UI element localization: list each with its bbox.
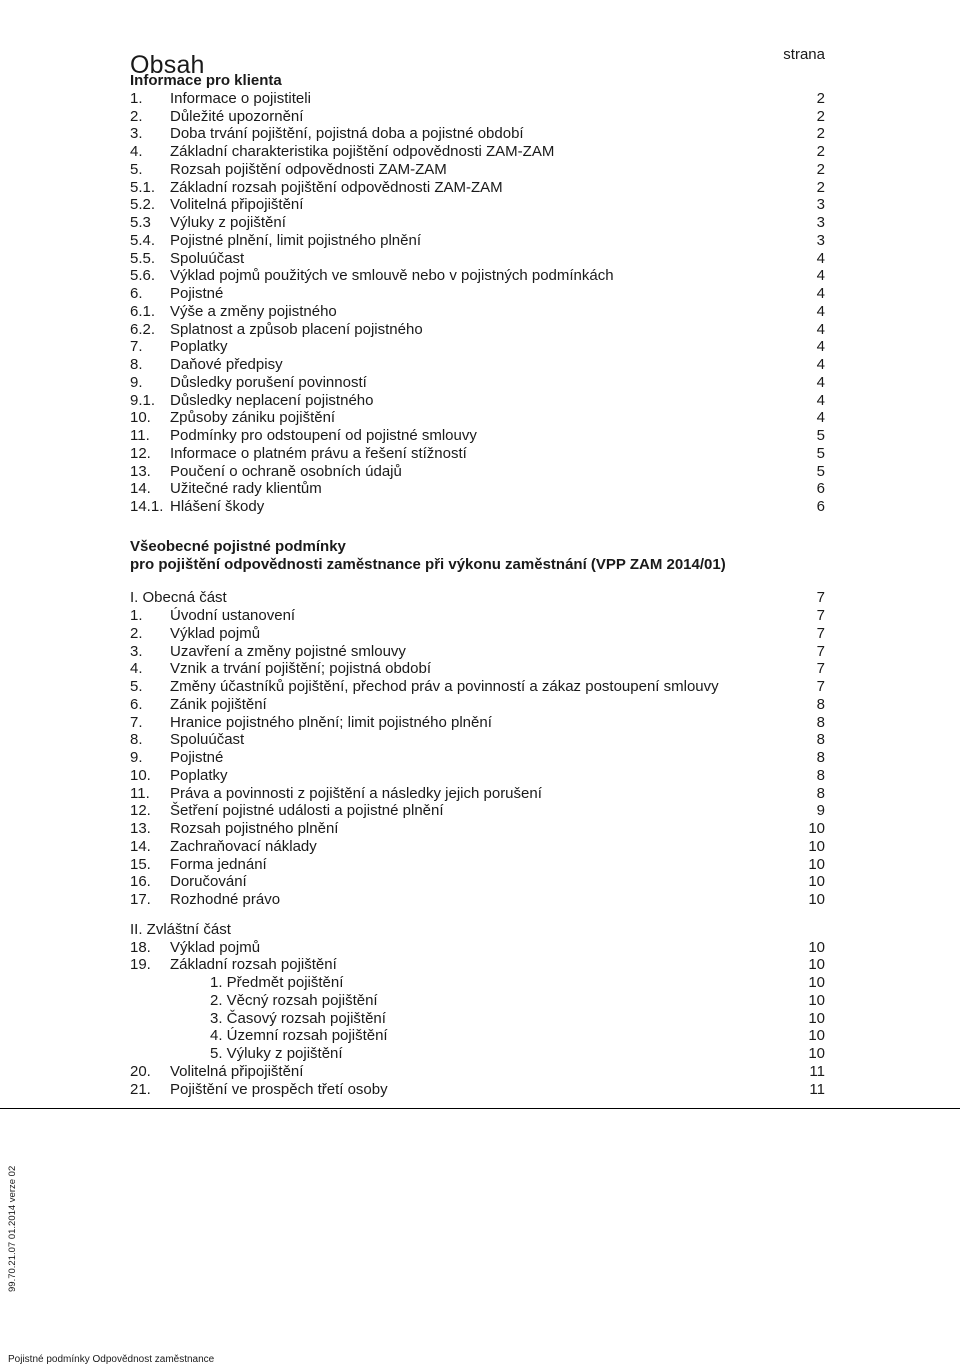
toc-entry-page: 10: [808, 991, 825, 1009]
toc-entry-title: Rozhodné právo: [170, 891, 281, 908]
toc-entry-number: 12.: [130, 802, 151, 820]
toc-entry-number: 5.2.: [130, 196, 156, 214]
toc-entry-page: 4: [816, 320, 825, 338]
toc-entry-title: Pojistné: [170, 749, 224, 766]
document-code: 99.70.21.07 01.2014 verze 02: [7, 1165, 18, 1292]
toc-entry-page: 2: [816, 160, 825, 178]
footer-text: Pojistné podmínky Odpovědnost zaměstnance: [8, 1354, 215, 1365]
toc-entry-page: 3: [816, 196, 825, 214]
toc-entry-title: Důsledky porušení povinností: [170, 373, 367, 391]
toc-entry[interactable]: [130, 214, 825, 232]
toc-entry[interactable]: [130, 498, 825, 516]
toc-entry[interactable]: [130, 731, 825, 749]
toc-entry-number: 19.: [130, 956, 151, 974]
toc-entry-number: 6.: [130, 285, 143, 302]
toc-entry-page: 5: [816, 462, 825, 480]
toc-entry[interactable]: [130, 232, 825, 250]
page-title: Obsah: [130, 50, 205, 79]
toc-entry-number: 17.: [130, 891, 151, 908]
toc-entry-number: 2.: [130, 624, 143, 642]
toc-entry[interactable]: [130, 939, 825, 957]
toc-entry[interactable]: [130, 125, 825, 143]
toc-entry-page: 4: [816, 356, 825, 373]
toc-entry[interactable]: [130, 974, 825, 992]
toc-entry-number: 11.: [130, 784, 150, 802]
toc-entry-page: 7: [816, 642, 825, 660]
toc-entry[interactable]: [130, 714, 825, 732]
toc-entry[interactable]: [130, 321, 825, 339]
toc-entry-title: Spoluúčast: [170, 249, 245, 267]
toc-entry-page: 4: [816, 338, 825, 356]
toc-entry[interactable]: [130, 480, 825, 498]
toc-entry[interactable]: [130, 392, 825, 410]
toc-entry-title: Důsledky neplacení pojistného: [170, 391, 374, 409]
toc-entry[interactable]: [130, 1081, 825, 1099]
toc-entry[interactable]: [130, 179, 825, 197]
toc-entry-page: 10: [808, 1027, 825, 1045]
toc-entry-page: 4: [816, 391, 825, 409]
toc-entry-number: [130, 992, 210, 1010]
toc-entry-title: Užitečné rady klientům: [170, 480, 322, 498]
toc-entry[interactable]: [130, 767, 825, 785]
toc-entry-number: 5.3: [130, 214, 151, 231]
toc-entry[interactable]: [130, 1010, 825, 1028]
toc-entry-number: 15.: [130, 855, 151, 873]
toc-entry-number: 5.6.: [130, 267, 156, 285]
toc-entry-title: Způsoby zániku pojištění: [170, 409, 336, 427]
toc-entry-number: 14.: [130, 837, 151, 855]
toc-entry-page: 2: [816, 143, 825, 160]
toc-entry-number: 5.: [130, 678, 143, 695]
toc-entry-page: 4: [816, 249, 825, 267]
toc-entry-page: 4: [816, 285, 825, 302]
part1-list: [130, 607, 825, 909]
toc-entry[interactable]: [130, 785, 825, 803]
toc-entry-page: 10: [808, 938, 825, 956]
toc-entry-page: 4: [816, 302, 825, 320]
toc-entry-number: 7.: [130, 338, 143, 356]
toc-entry-title: Výluky z pojištění: [170, 214, 286, 231]
toc-entry[interactable]: [130, 374, 825, 392]
toc-entry-title: Poplatky: [170, 766, 228, 784]
toc-entry-title: Rozsah pojištění odpovědnosti ZAM-ZAM: [170, 160, 447, 178]
toc-entry[interactable]: [130, 820, 825, 838]
toc-entry[interactable]: [130, 1027, 825, 1045]
toc-entry-title: Pojištění ve prospěch třetí osoby: [170, 1080, 388, 1098]
toc-entry-number: 18.: [130, 938, 151, 956]
conditions-heading: Všeobecné pojistné podmínky: [130, 537, 346, 555]
toc-entry[interactable]: [130, 250, 825, 268]
toc-entry-title: Základní rozsah pojištění odpovědnosti ZAM-ZAM: [170, 178, 503, 196]
toc-entry-number: 4.: [130, 660, 143, 678]
toc-entry-number: [130, 1045, 210, 1063]
toc-entry-number: 8.: [130, 356, 143, 373]
toc-entry-number: 6.2.: [130, 320, 156, 338]
toc-entry-page: 7: [816, 624, 825, 642]
toc-entry[interactable]: [130, 303, 825, 321]
toc-entry-page: 11: [809, 1080, 825, 1098]
toc-entry-number: 10.: [130, 409, 151, 427]
toc-entry-page: 10: [808, 974, 825, 991]
toc-entry-title: Volitelná připojištění: [170, 1062, 304, 1080]
toc-entry-number: 6.: [130, 695, 143, 713]
toc-entry-page: 5: [816, 444, 825, 462]
toc-entry[interactable]: [130, 267, 825, 285]
toc-entry-page: 10: [808, 1009, 825, 1027]
page-column-label: strana: [783, 46, 825, 63]
toc-entry[interactable]: [130, 660, 825, 678]
toc-entry-title: 2. Věcný rozsah pojištění: [210, 991, 378, 1009]
toc-entry-number: 2.: [130, 107, 143, 125]
toc-entry-number: 5.5.: [130, 249, 156, 267]
toc-entry-page: 9: [816, 802, 825, 820]
toc-entry-page: 5: [816, 427, 825, 444]
toc-entry-number: 5.: [130, 160, 143, 178]
toc-entry-number: 13.: [130, 462, 151, 480]
toc-entry[interactable]: [130, 607, 825, 625]
toc-entry-title: Výklad pojmů: [170, 938, 261, 956]
toc-entry-title: Forma jednání: [170, 855, 267, 873]
toc-entry-title: Poplatky: [170, 338, 228, 356]
toc-entry-number: 3.: [130, 125, 143, 143]
toc-entry-number: 5.1.: [130, 178, 156, 196]
toc-entry[interactable]: [130, 143, 825, 161]
toc-entry-title: Volitelná připojištění: [170, 196, 304, 214]
toc-entry-title: 4. Územní rozsah pojištění: [210, 1027, 388, 1045]
toc-entry-page: 2: [816, 89, 825, 107]
toc-entry[interactable]: [130, 463, 825, 481]
toc-entry-title: Základní charakteristika pojištění odpovědnosti ZAM-ZAM: [170, 143, 555, 160]
toc-entry-page: 10: [808, 837, 825, 855]
toc-entry[interactable]: [130, 338, 825, 356]
toc-entry-title: 5. Výluky z pojištění: [210, 1045, 343, 1062]
part1-heading[interactable]: [130, 589, 825, 607]
toc-entry[interactable]: [130, 992, 825, 1010]
toc-entry-number: 5.4.: [130, 231, 156, 249]
toc-entry-page: 7: [816, 607, 825, 624]
toc-entry[interactable]: [130, 873, 825, 891]
toc-entry-title: Spoluúčast: [170, 731, 245, 749]
toc-entry-title: Podmínky pro odstoupení od pojistné smlouvy: [170, 427, 477, 444]
toc-entry-page: 10: [808, 1045, 825, 1062]
toc-entry[interactable]: [130, 427, 825, 445]
toc-entry[interactable]: [130, 108, 825, 126]
toc-entry[interactable]: [130, 625, 825, 643]
toc-entry-title: Úvodní ustanovení: [170, 607, 296, 624]
part1-page: 7: [816, 589, 825, 607]
toc-entry-page: 7: [816, 678, 825, 695]
toc-entry-number: 21.: [130, 1080, 151, 1098]
toc-entry-number: 9.: [130, 749, 143, 766]
toc-entry-page: 8: [816, 766, 825, 784]
toc-entry-page: 4: [816, 409, 825, 427]
toc-entry-page: 8: [816, 731, 825, 749]
toc-entry-page: 8: [816, 695, 825, 713]
toc-entry-title: Doba trvání pojištění, pojistná doba a pojistné období: [170, 125, 524, 143]
toc-entry-title: 1. Předmět pojištění: [210, 974, 344, 991]
client-info-heading: Informace pro klienta: [130, 72, 282, 89]
toc-entry-title: Informace o pojistiteli: [170, 89, 311, 107]
toc-entry-page: 2: [816, 125, 825, 143]
toc-entry-number: [130, 1027, 210, 1045]
toc-entry-number: 11.: [130, 427, 150, 444]
toc-entry-number: 9.: [130, 373, 143, 391]
toc-entry[interactable]: [130, 90, 825, 108]
toc-entry-number: 16.: [130, 873, 151, 891]
toc-entry[interactable]: [130, 1045, 825, 1063]
toc-entry-title: Výklad pojmů: [170, 624, 261, 642]
toc-entry[interactable]: [130, 196, 825, 214]
toc-entry-title: Výklad pojmů použitých ve smlouvě nebo v pojistných podmínkách: [170, 267, 614, 285]
toc-entry-title: Doručování: [170, 873, 247, 891]
toc-entry-page: 6: [816, 480, 825, 498]
toc-entry[interactable]: [130, 696, 825, 714]
table-of-contents: [130, 72, 825, 1098]
toc-entry[interactable]: [130, 1063, 825, 1081]
toc-entry-number: 12.: [130, 444, 151, 462]
toc-entry[interactable]: [130, 856, 825, 874]
part1-label: I. Obecná část: [130, 589, 227, 607]
toc-entry-title: Splatnost a způsob placení pojistného: [170, 320, 423, 338]
toc-entry-number: 1.: [130, 607, 143, 624]
toc-entry-number: 3.: [130, 642, 143, 660]
toc-entry-title: Poučení o ochraně osobních údajů: [170, 462, 402, 480]
toc-entry-page: 4: [816, 267, 825, 285]
toc-entry-page: 10: [808, 891, 825, 908]
toc-entry[interactable]: [130, 891, 825, 909]
toc-entry-page: 8: [816, 713, 825, 731]
toc-entry-page: 6: [816, 498, 825, 515]
toc-entry[interactable]: [130, 956, 825, 974]
toc-entry-page: 10: [808, 820, 825, 837]
toc-entry-number: [130, 974, 210, 992]
toc-entry-page: 3: [816, 231, 825, 249]
toc-entry[interactable]: [130, 802, 825, 820]
toc-entry-number: 9.1.: [130, 391, 156, 409]
toc-entry-number: 4.: [130, 143, 143, 160]
toc-entry-title: Změny účastníků pojištění, přechod práv a povinností a zákaz postoupení smlouvy: [170, 678, 719, 695]
toc-entry-number: 8.: [130, 731, 143, 749]
toc-entry-title: Důležité upozornění: [170, 107, 304, 125]
toc-entry-page: 10: [808, 855, 825, 873]
toc-entry-title: Základní rozsah pojištění: [170, 956, 337, 974]
toc-entry-page: 7: [816, 660, 825, 678]
toc-entry-number: [130, 1010, 210, 1028]
toc-entry-number: 6.1.: [130, 302, 156, 320]
toc-entry-title: 3. Časový rozsah pojištění: [210, 1009, 386, 1027]
toc-entry-title: Rozsah pojistného plnění: [170, 820, 339, 837]
toc-entry-title: Daňové předpisy: [170, 356, 283, 373]
toc-entry[interactable]: [130, 285, 825, 303]
toc-entry-title: Pojistné: [170, 285, 224, 302]
client-info-list: [130, 90, 825, 516]
toc-entry[interactable]: [130, 409, 825, 427]
toc-entry-title: Hranice pojistného plnění; limit pojistného plnění: [170, 713, 492, 731]
toc-entry-number: 14.: [130, 480, 151, 498]
toc-entry-number: 1.: [130, 89, 143, 107]
toc-entry[interactable]: [130, 445, 825, 463]
toc-entry-title: Šetření pojistné události a pojistné plnění: [170, 802, 444, 820]
part2-list: [130, 939, 825, 1099]
toc-entry-page: 3: [816, 214, 825, 231]
conditions-subheading: pro pojištění odpovědnosti zaměstnance při výkonu zaměstnání (VPP ZAM 2014/01): [130, 555, 726, 573]
toc-entry-page: 4: [816, 373, 825, 391]
toc-entry-page: 8: [816, 784, 825, 802]
footer-divider: [0, 1108, 960, 1109]
toc-entry-page: 2: [816, 178, 825, 196]
toc-entry-number: 14.1.: [130, 498, 164, 515]
toc-entry-page: 2: [816, 107, 825, 125]
toc-entry[interactable]: [130, 838, 825, 856]
toc-entry[interactable]: [130, 749, 825, 767]
toc-entry-title: Uzavření a změny pojistné smlouvy: [170, 642, 406, 660]
toc-entry[interactable]: [130, 678, 825, 696]
toc-entry-page: 8: [816, 749, 825, 766]
toc-entry-page: 10: [808, 873, 825, 891]
toc-entry-title: Vznik a trvání pojištění; pojistná období: [170, 660, 431, 678]
toc-entry-page: 10: [808, 956, 825, 974]
toc-entry-page: 11: [809, 1062, 825, 1080]
toc-entry-number: 13.: [130, 820, 151, 837]
toc-entry[interactable]: [130, 161, 825, 179]
toc-entry-title: Hlášení škody: [170, 498, 265, 515]
toc-entry-number: 10.: [130, 766, 151, 784]
toc-entry-title: Pojistné plnění, limit pojistného plnění: [170, 231, 421, 249]
toc-entry-number: 20.: [130, 1062, 151, 1080]
toc-entry-title: Práva a povinnosti z pojištění a následky jejich porušení: [170, 784, 542, 802]
toc-entry[interactable]: [130, 356, 825, 374]
toc-entry-title: Výše a změny pojistného: [170, 302, 337, 320]
part2-heading: II. Zvláštní část: [130, 920, 231, 938]
toc-entry-number: 7.: [130, 713, 143, 731]
toc-entry-title: Zánik pojištění: [170, 695, 267, 713]
toc-entry[interactable]: [130, 643, 825, 661]
toc-entry-title: Informace o platném právu a řešení stížností: [170, 444, 467, 462]
toc-entry-title: Zachraňovací náklady: [170, 837, 317, 855]
